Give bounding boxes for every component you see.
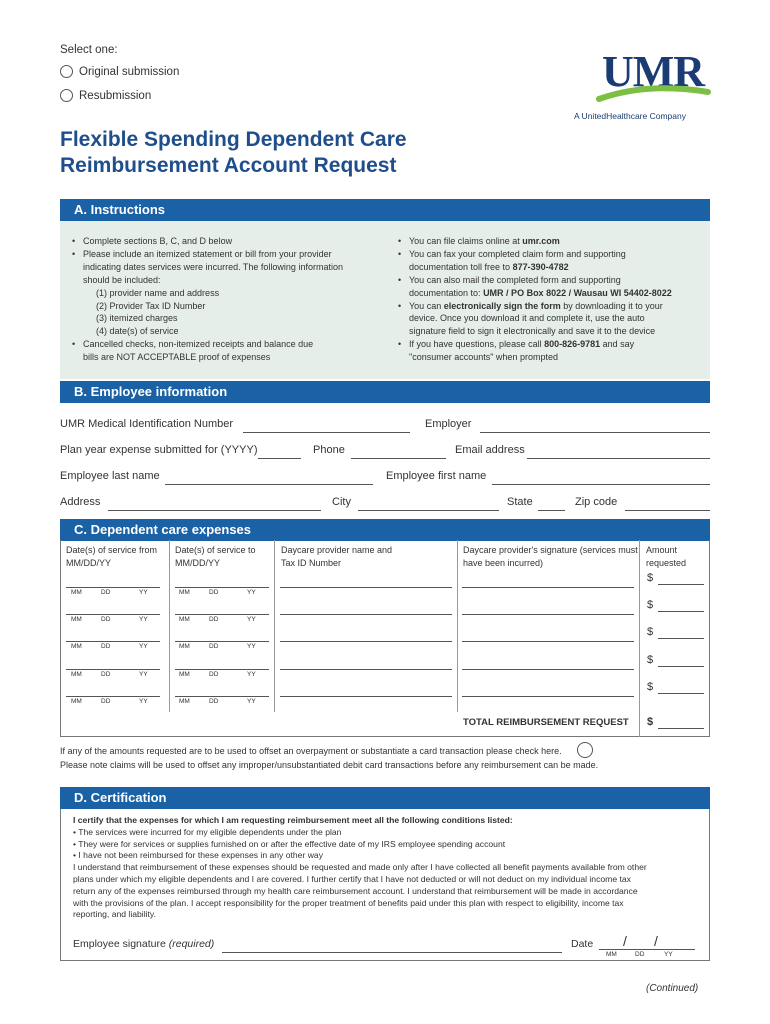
to-dd: DD	[209, 616, 219, 623]
to-yy: YY	[247, 671, 256, 678]
instructions-left: • Complete sections B, C, and D below • Please include an itemized statement or bill from your provider indicating dates services were incurred. The following information should be included: (1) provider name and address (2) Provider Tax ID Number (3) itemized charges (4) date(s) of service • Cancelled checks, non-itemized receipts and balance due bills are NOT ACCEPTABLE proof of expenses	[70, 235, 370, 364]
col-header-signature: Daycare provider's signature (services must have been incurred)	[463, 545, 638, 568]
to-date-field[interactable]	[175, 669, 269, 670]
from-dd: DD	[101, 643, 111, 650]
employee-info-area	[60, 403, 710, 516]
to-dd: DD	[209, 698, 219, 705]
select-one-label: Select one:	[60, 44, 118, 56]
section-d-header: D. Certification	[60, 787, 710, 809]
to-mm: MM	[179, 698, 190, 705]
to-dd: DD	[209, 671, 219, 678]
logo-tagline: A UnitedHealthcare Company	[574, 111, 686, 121]
col-header-amount: Amount requested	[646, 545, 687, 568]
amount-dollar: $	[647, 572, 654, 584]
resubmission-option[interactable]	[60, 89, 151, 102]
amount-dollar: $	[647, 654, 654, 666]
total-amount-field[interactable]	[658, 728, 704, 729]
to-date-field[interactable]	[175, 587, 269, 588]
amount-field[interactable]	[658, 638, 704, 639]
debit-card-note: Please note claims will be used to offset any improper/unsubstantiated debit card transactions before any reimbursement can be made.	[60, 760, 599, 770]
page-title: Flexible Spending Dependent Care Reimbursement Account Request	[60, 128, 407, 178]
to-date-field[interactable]	[175, 614, 269, 615]
umr-id-label: UMR Medical Identification Number	[60, 418, 234, 430]
total-dollar: $	[647, 716, 654, 728]
amount-dollar: $	[647, 626, 654, 638]
provider-field[interactable]	[280, 669, 452, 670]
to-dd: DD	[209, 589, 219, 596]
from-mm: MM	[71, 616, 82, 623]
from-yy: YY	[139, 616, 148, 623]
amount-field[interactable]	[658, 693, 704, 694]
to-mm: MM	[179, 616, 190, 623]
phone-label: Phone	[313, 444, 345, 456]
amount-field[interactable]	[658, 666, 704, 667]
amount-field[interactable]	[658, 584, 704, 585]
last-name-field[interactable]	[165, 484, 373, 485]
from-dd: DD	[101, 671, 111, 678]
from-date-field[interactable]	[66, 614, 160, 615]
date-label: Date	[571, 938, 594, 950]
col-header-from: Date(s) of service from MM/DD/YY	[66, 545, 158, 568]
original-submission-label: Original submission	[79, 65, 180, 78]
from-yy: YY	[139, 589, 148, 596]
to-mm: MM	[179, 671, 190, 678]
certification-box	[60, 809, 710, 961]
original-submission-option[interactable]	[60, 65, 179, 78]
dependent-care-table	[60, 540, 710, 737]
from-mm: MM	[71, 698, 82, 705]
amount-dollar: $	[647, 599, 654, 611]
col-header-provider: Daycare provider name and Tax ID Number	[281, 545, 393, 568]
state-field[interactable]	[538, 510, 565, 511]
from-yy: YY	[139, 671, 148, 678]
signature-date-field[interactable]	[599, 949, 695, 950]
umr-id-field[interactable]	[243, 432, 410, 433]
section-c-header: C. Dependent care expenses	[60, 519, 710, 541]
date-dd: DD	[635, 951, 645, 958]
signature-label: Employee signature (required)	[73, 938, 215, 950]
date-yy: YY	[664, 951, 673, 958]
date-mm: MM	[606, 951, 617, 958]
first-name-label: Employee first name	[386, 470, 487, 482]
zip-label: Zip code	[575, 496, 618, 508]
from-yy: YY	[139, 698, 148, 705]
col-divider	[639, 540, 640, 737]
total-label: TOTAL REIMBURSEMENT REQUEST	[463, 717, 629, 728]
from-mm: MM	[71, 589, 82, 596]
provider-field[interactable]	[280, 641, 452, 642]
instructions-right: • You can file claims online at umr.com • You can fax your completed claim form and supporting documentation toll free to 877-390-4782 • You can also mail the completed form and supporting documentation to: UMR / PO Box 8022 / Wausau WI 54402-8022 • You can electronically sign the form by downloading it to your device. Once you download it and complete it, use the auto signature field to sign it electronically and save it to the device • If you have questions, please call 800-826-9781 and say "consumer accounts" when prompted	[396, 235, 696, 364]
amount-field[interactable]	[658, 611, 704, 612]
to-yy: YY	[247, 698, 256, 705]
address-label: Address	[60, 496, 101, 508]
date-slash: /	[623, 933, 627, 949]
instructions-box	[60, 221, 710, 379]
provider-field[interactable]	[280, 587, 452, 588]
amount-dollar: $	[647, 681, 654, 693]
to-yy: YY	[247, 643, 256, 650]
provider-signature-field[interactable]	[462, 696, 634, 697]
section-a-header: A. Instructions	[60, 199, 710, 221]
last-name-label: Employee last name	[60, 470, 160, 482]
provider-signature-field[interactable]	[462, 641, 634, 642]
employer-label: Employer	[425, 418, 472, 430]
plan-year-label: Plan year expense submitted for (YYYY)	[60, 444, 258, 456]
provider-field[interactable]	[280, 696, 452, 697]
offset-note: If any of the amounts requested are to be used to offset an overpayment or substantiate a card transaction please check here.	[60, 746, 562, 756]
from-date-field[interactable]	[66, 587, 160, 588]
from-date-field[interactable]	[66, 696, 160, 697]
original-submission-radio[interactable]	[60, 65, 73, 78]
to-date-field[interactable]	[175, 641, 269, 642]
from-dd: DD	[101, 616, 111, 623]
address-field[interactable]	[108, 510, 321, 511]
to-mm: MM	[179, 643, 190, 650]
logo-swoosh-icon	[596, 84, 714, 106]
provider-signature-field[interactable]	[462, 614, 634, 615]
to-mm: MM	[179, 589, 190, 596]
certification-text: I certify that the expenses for which I am requesting reimbursement meet all the following conditions listed: • The services were incurred for my eligible dependents under the plan • They were for services or supplies furnished on or after the effective date of my IRS employee spending account • I have not been reimbursed for these expenses in any other way I understand that reimbursement of these expenses should be requested and made only after I have collected all benefit payments available from other plans under which my eligible dependents and I are covered. I further certify that I have not deducted or will not deduct on my individual income tax return any of the expenses reimbursed through my health care reimbursement account. I understand that reimbursement will be made in accordance with the provisions of the plan. I accept responsibility for the proper treatment of benefits paid under this plan with respect to eligibility, income tax reporting, and liability.	[73, 815, 647, 920]
section-b-header: B. Employee information	[60, 381, 710, 403]
col-header-to: Date(s) of service to MM/DD/YY	[175, 545, 256, 568]
provider-signature-field[interactable]	[462, 587, 634, 588]
from-date-field[interactable]	[66, 641, 160, 642]
umr-logo	[574, 46, 714, 122]
resubmission-radio[interactable]	[60, 89, 73, 102]
plan-year-field[interactable]	[258, 458, 301, 459]
from-date-field[interactable]	[66, 669, 160, 670]
email-field[interactable]	[527, 458, 710, 459]
provider-signature-field[interactable]	[462, 669, 634, 670]
to-yy: YY	[247, 616, 256, 623]
continued-note: (Continued)	[646, 983, 699, 994]
to-dd: DD	[209, 643, 219, 650]
to-date-field[interactable]	[175, 696, 269, 697]
offset-checkbox[interactable]	[577, 742, 593, 758]
date-slash: /	[654, 933, 658, 949]
col-divider	[274, 540, 275, 712]
city-field[interactable]	[358, 510, 499, 511]
email-label: Email address	[455, 444, 525, 456]
provider-field[interactable]	[280, 614, 452, 615]
employer-field[interactable]	[480, 432, 710, 433]
phone-field[interactable]	[351, 458, 446, 459]
city-label: City	[332, 496, 351, 508]
from-dd: DD	[101, 589, 111, 596]
employee-signature-field[interactable]	[222, 952, 562, 953]
from-mm: MM	[71, 671, 82, 678]
zip-field[interactable]	[625, 510, 710, 511]
resubmission-label: Resubmission	[79, 89, 152, 102]
from-yy: YY	[139, 643, 148, 650]
umr-logo-text: UMR	[602, 47, 705, 96]
from-dd: DD	[101, 698, 111, 705]
from-mm: MM	[71, 643, 82, 650]
col-divider	[169, 540, 170, 712]
col-divider	[457, 540, 458, 712]
first-name-field[interactable]	[492, 484, 710, 485]
state-label: State	[507, 496, 533, 508]
to-yy: YY	[247, 589, 256, 596]
